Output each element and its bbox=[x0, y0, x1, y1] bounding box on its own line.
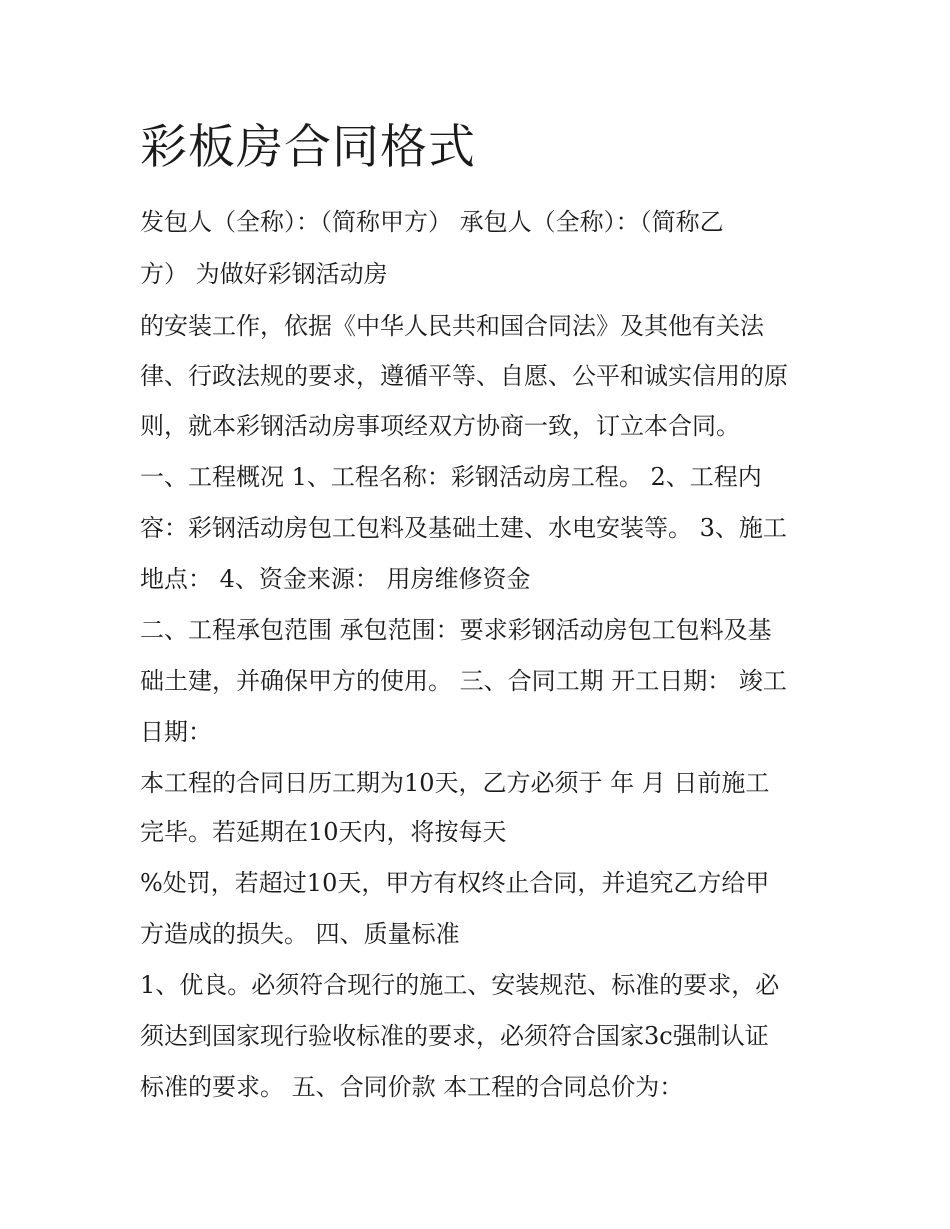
paragraph-line: 础土建，并确保甲方的使用。 三、合同工期 开工日期： 竣工 bbox=[140, 667, 787, 695]
paragraph-line: 日期： bbox=[140, 718, 212, 746]
paragraph-line: 本工程的合同日历工期为10天，乙方必须于 年 月 日前施工 bbox=[140, 769, 770, 797]
paragraph-line: 发包人（全称）：（简称甲方） 承包人（全称）：（简称乙 bbox=[140, 208, 724, 236]
paragraph-line: 完毕。若延期在10天内，将按每天 bbox=[140, 818, 507, 846]
paragraph-line: 1、优良。必须符合现行的施工、安装规范、标准的要求，必 bbox=[140, 971, 780, 999]
paragraph-line: 标准的要求。 五、合同价款 本工程的合同总价为： bbox=[140, 1073, 684, 1101]
paragraph-line: 容：彩钢活动房包工包料及基础土建、水电安装等。 3、施工 bbox=[140, 514, 787, 542]
paragraph-line: 律、行政法规的要求，遵循平等、自愿、公平和诚实信用的原 bbox=[140, 362, 788, 390]
paragraph-line: 须达到国家现行验收标准的要求，必须符合国家3c强制认证 bbox=[140, 1022, 769, 1050]
paragraph-line: 二、工程承包范围 承包范围：要求彩钢活动房包工包料及基 bbox=[140, 616, 772, 644]
paragraph-line: 的安装工作，依据《中华人民共和国合同法》及其他有关法 bbox=[140, 312, 764, 340]
paragraph-line: 一、工程概况 1、工程名称：彩钢活动房工程。 2、工程内 bbox=[140, 463, 762, 491]
paragraph-line: 则，就本彩钢活动房事项经双方协商一致，订立本合同。 bbox=[140, 412, 740, 440]
paragraph-line: %处罚，若超过10天，甲方有权终止合同，并追究乙方给甲 bbox=[140, 869, 770, 897]
paragraph-line: 地点： 4、资金来源： 用房维修资金 bbox=[140, 565, 531, 593]
paragraph-line: 方） 为做好彩钢活动房 bbox=[140, 260, 388, 288]
document-title: 彩板房合同格式 bbox=[140, 120, 476, 175]
paragraph-line: 方造成的损失。 四、质量标准 bbox=[140, 920, 460, 948]
